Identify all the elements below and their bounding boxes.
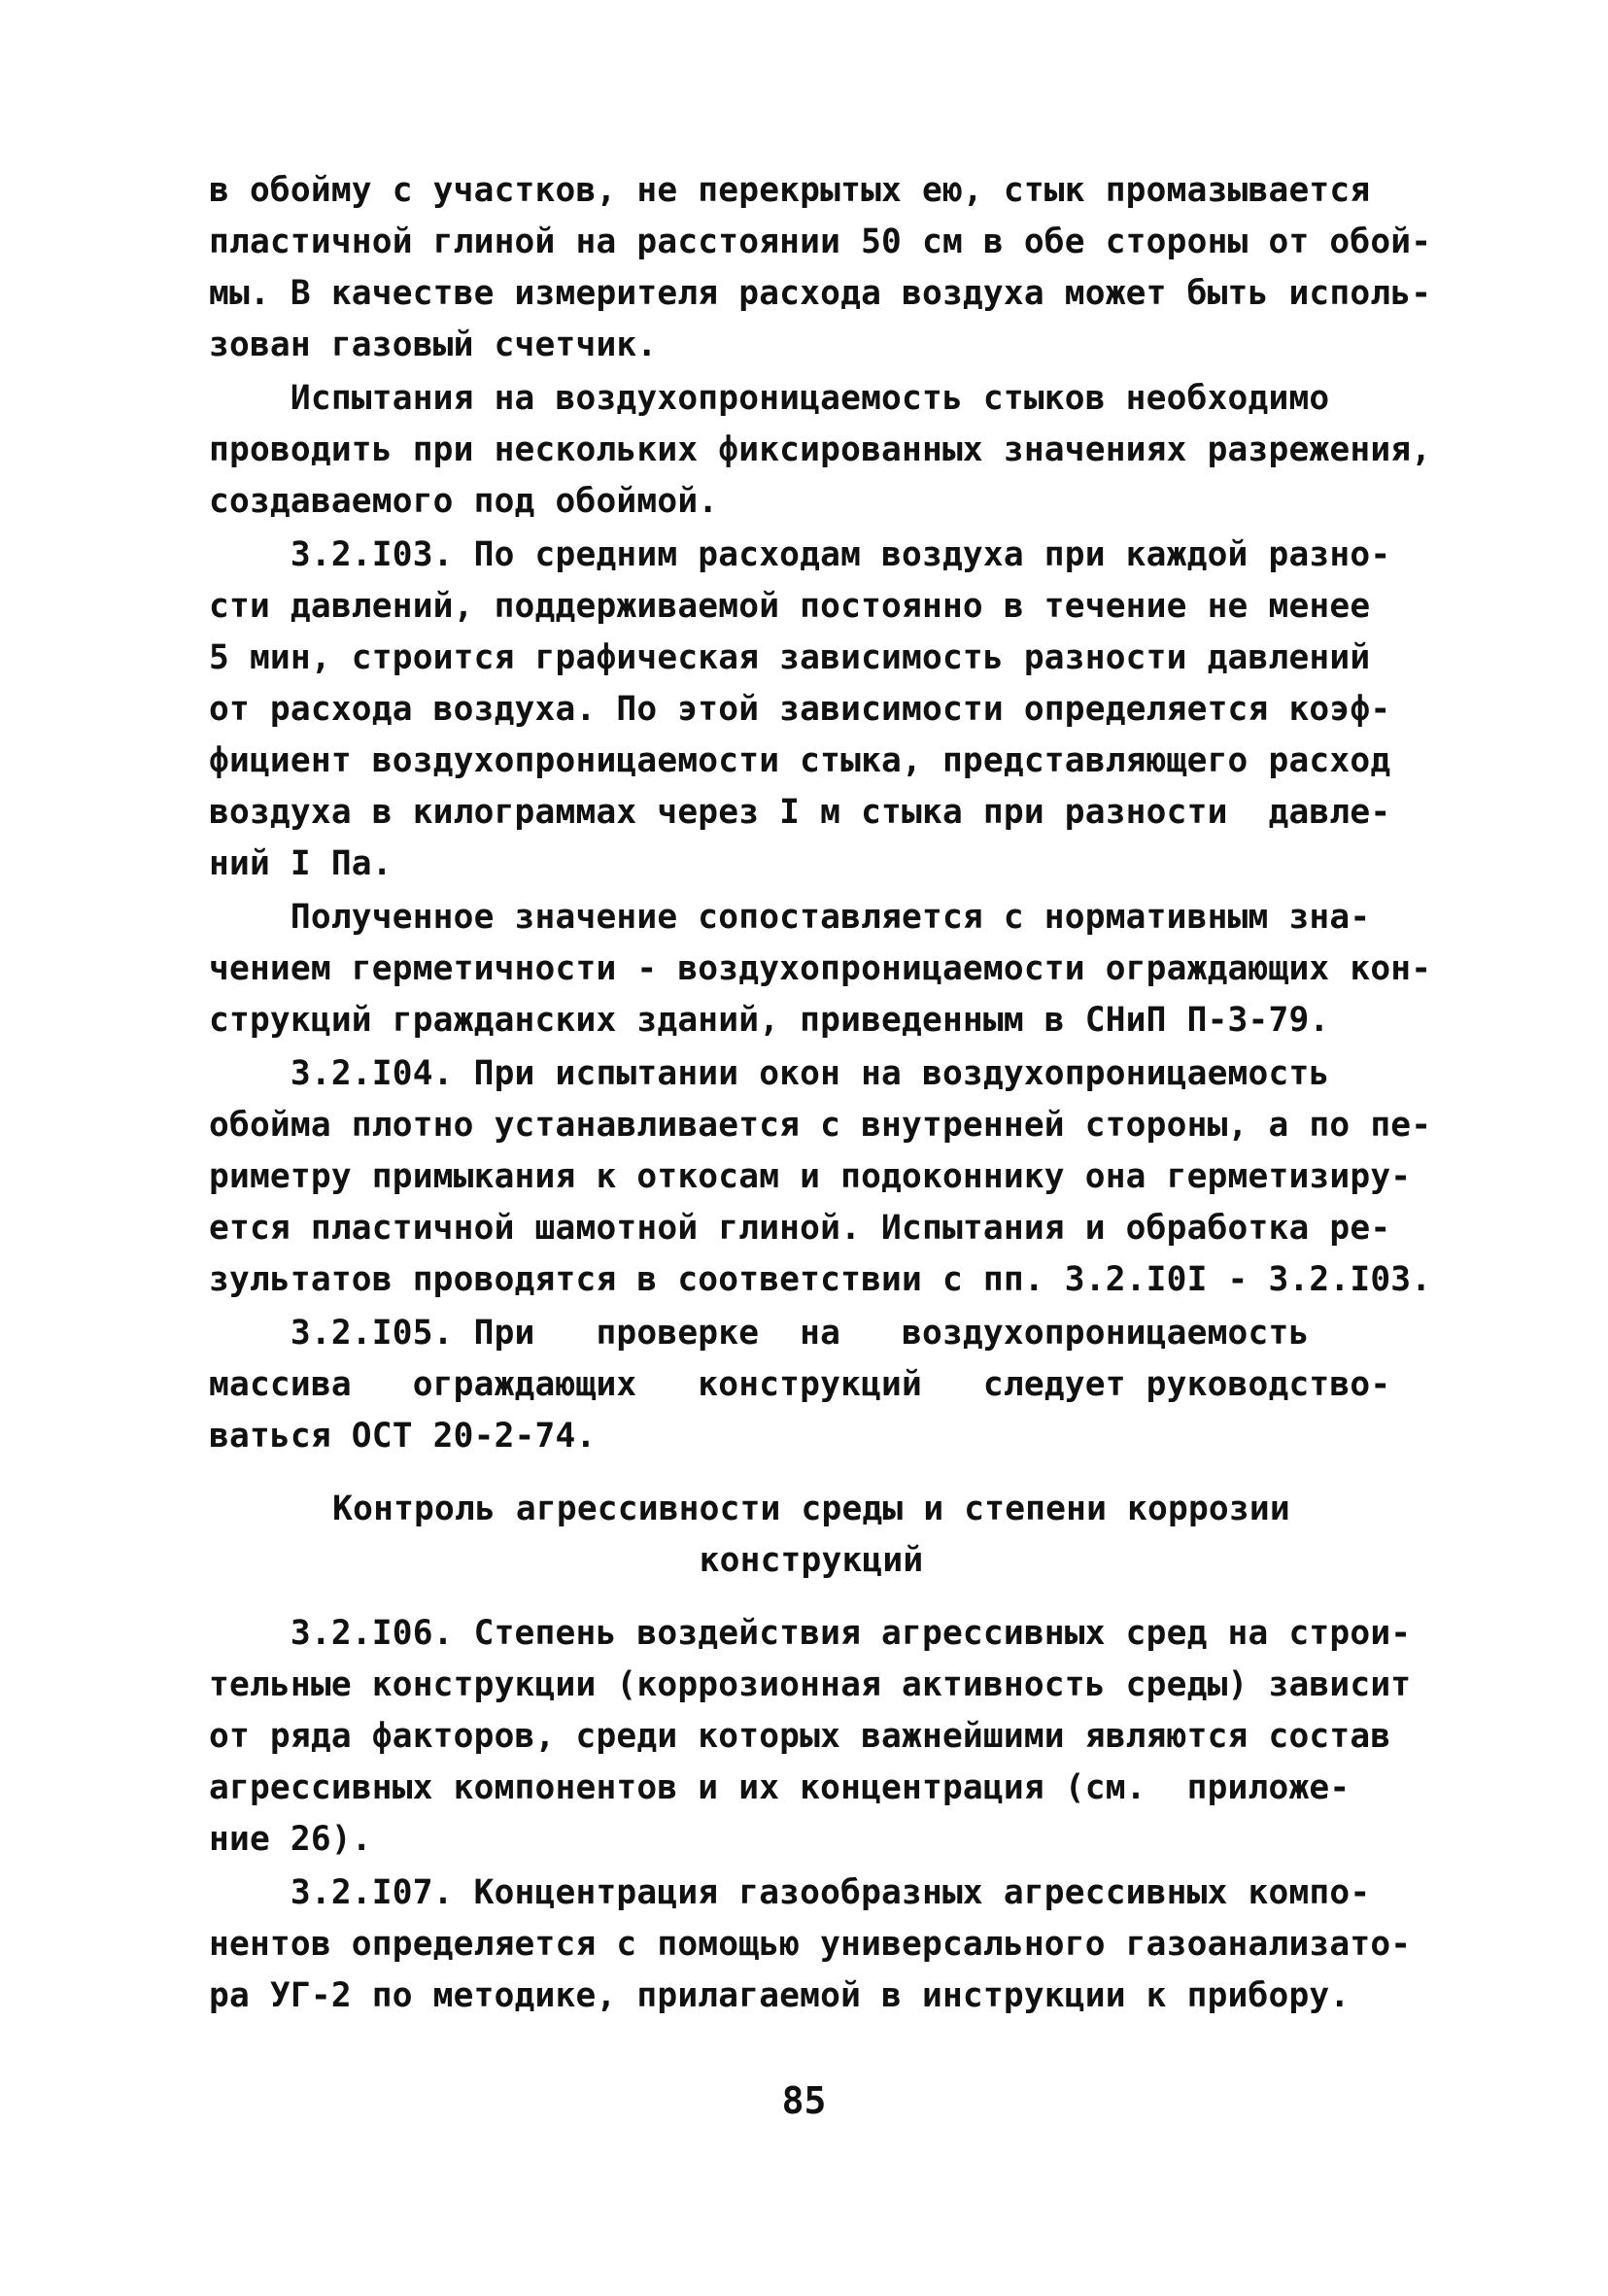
text-line: Испытания на воздухопроницаемость стыков необходимо — [209, 379, 1330, 418]
document-page — [209, 165, 1432, 2022]
section-heading — [209, 1484, 1414, 1587]
text-line: тельные конструкции (коррозионная активность среды) зависит — [209, 1665, 1412, 1704]
text-line: риметру примыкания к откосам и подоконнику она герметизиру- — [209, 1157, 1412, 1196]
paragraph-3-2-105 — [209, 1308, 1414, 1462]
text-line: 3.2.I04. При испытании окон на воздухопроницаемость — [209, 1054, 1330, 1093]
text-line: зультатов проводятся в соответствии с пп. 3.2.I0I - 3.2.I03. — [209, 1260, 1432, 1299]
text-line: пластичной глиной на расстоянии 50 см в обе стороны от обой- — [209, 223, 1432, 261]
text-line: ние 26). — [209, 1820, 372, 1859]
paragraph-3-2-104 — [209, 1048, 1432, 1306]
heading-line: конструкций — [699, 1541, 924, 1580]
text-line: агрессивных компонентов и их концентрация (см. приложе- — [209, 1768, 1351, 1807]
page-number: 85 — [781, 2079, 827, 2122]
paragraph-joint-testing — [209, 373, 1432, 528]
text-line: струкций гражданских зданий, приведенным в СНиП П-3-79. — [209, 1001, 1330, 1040]
text-line: обойма плотно устанавливается с внутренней стороны, а по пе- — [209, 1106, 1432, 1145]
text-line: ний I Па. — [209, 844, 393, 883]
text-line: массива ограждающих конструкций следует руководство- — [209, 1365, 1391, 1404]
paragraph-3-2-106 — [209, 1608, 1414, 1866]
text-line: 3.2.I06. Степень воздействия агрессивных сред на строи- — [209, 1614, 1412, 1653]
text-line: чением герметичности - воздухопроницаемости ограждающих кон- — [209, 949, 1432, 988]
text-line: зован газовый счетчик. — [209, 326, 658, 364]
text-line: 3.2.I07. Концентрация газообразных агрессивных компо- — [209, 1873, 1371, 1912]
heading-line: Контроль агрессивности среды и степени коррозии — [332, 1490, 1290, 1528]
text-line: в обойму с участков, не перекрытых ею, стык промазывается — [209, 171, 1371, 210]
text-line: воздуха в килограммах через I м стыка при разности давле- — [209, 793, 1391, 832]
text-line: создаваемого под обоймой. — [209, 482, 719, 521]
paragraph-normative-comparison — [209, 892, 1432, 1046]
text-line: мы. В качестве измерителя расхода воздуха может быть исполь- — [209, 274, 1432, 313]
text-line: 3.2.I05. При проверке на воздухопроницаемость — [209, 1314, 1310, 1353]
paragraph-3-2-107 — [209, 1868, 1414, 2022]
text-line: от расхода воздуха. По этой зависимости определяется коэф- — [209, 690, 1391, 729]
text-line: ваться ОСТ 20-2-74. — [209, 1417, 597, 1456]
text-line: Полученное значение сопоставляется с нормативным зна- — [209, 898, 1371, 937]
text-line: ра УГ-2 по методике, прилагаемой в инструкции к прибору. — [209, 1976, 1351, 2015]
paragraph-obojma-continuation — [209, 165, 1432, 371]
text-line: сти давлений, поддерживаемой постоянно в течение не менее — [209, 587, 1371, 626]
text-line: от ряда факторов, среди которых важнейшими являются состав — [209, 1717, 1391, 1756]
text-line: нентов определяется с помощью универсального газоанализато- — [209, 1925, 1412, 1964]
text-line: 5 мин, строится графическая зависимость разности давлений — [209, 638, 1371, 677]
text-line: 3.2.I03. По средним расходам воздуха при каждой разно- — [209, 535, 1391, 574]
paragraph-3-2-103 — [209, 530, 1414, 890]
text-line: фициент воздухопроницаемости стыка, представляющего расход — [209, 741, 1391, 780]
text-line: ется пластичной шамотной глиной. Испытания и обработка ре- — [209, 1209, 1391, 1248]
text-line: проводить при нескольких фиксированных значениях разрежения, — [209, 430, 1432, 469]
